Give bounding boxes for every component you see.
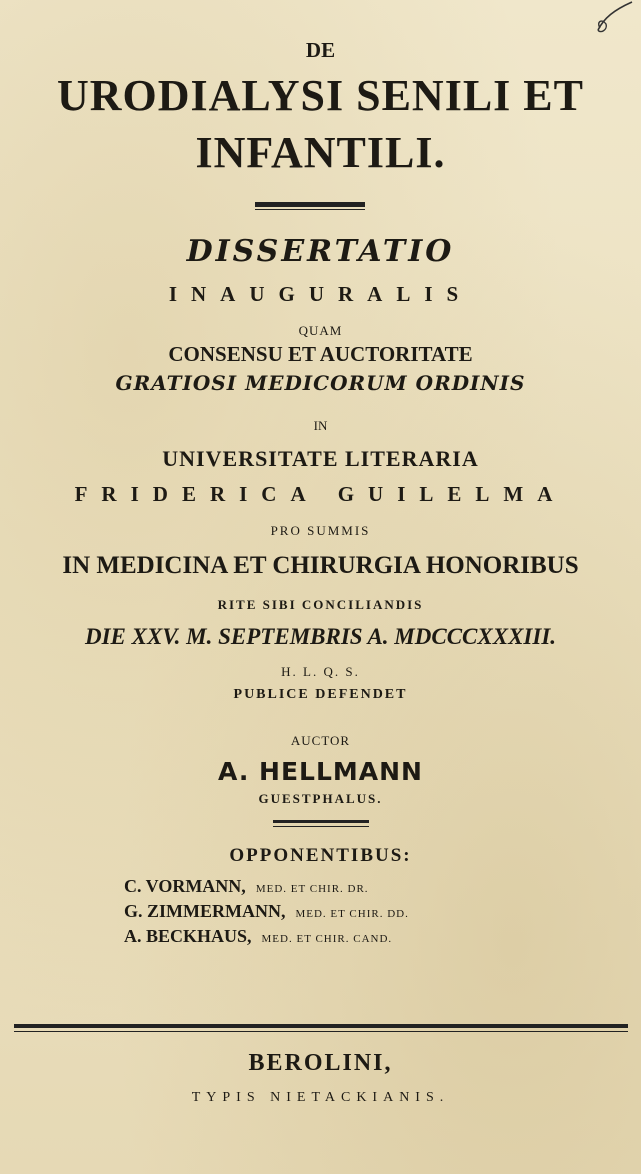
ornamental-divider-top-thin xyxy=(255,209,365,210)
opponent-row xyxy=(124,876,544,901)
opponent-row xyxy=(124,926,544,951)
auctor-line: AUCTOR xyxy=(290,733,351,748)
dissertatio-heading: DISSERTATIO xyxy=(186,234,455,269)
opponent-name: A. BECKHAUS, xyxy=(124,926,252,946)
imprint-printer: TYPIS NIETACKIANIS. xyxy=(191,1090,450,1105)
opponent-name: G. ZIMMERMANN, xyxy=(124,901,286,921)
rite-line: RITE SIBI CONCILIANDIS xyxy=(217,597,424,612)
double-rule-bottom-thin xyxy=(14,1031,628,1032)
fridericia-line: FRIDERICA GUILELMA xyxy=(74,482,567,506)
opponent-title: MED. ET CHIR. DD. xyxy=(295,908,409,920)
author-name: A. HELLMANN xyxy=(218,757,423,786)
double-rule-bottom-thick xyxy=(14,1024,628,1028)
opponent-name: C. VORMANN, xyxy=(124,876,246,896)
title-line-2: INFANTILI. xyxy=(195,128,446,177)
opponentibus-heading: OPPONENTIBUS: xyxy=(229,845,412,866)
opponent-title: MED. ET CHIR. DR. xyxy=(255,883,369,895)
universitate-line: UNIVERSITATE LITERARIA xyxy=(162,446,479,471)
opponents-list xyxy=(124,876,544,951)
hlqs-line: H. L. Q. S. xyxy=(281,664,360,679)
quam-line: QUAM xyxy=(298,323,343,338)
de-word: DE xyxy=(305,38,336,62)
ordinis-line: GRATIOSI MEDICORUM ORDINIS xyxy=(115,371,526,395)
title-line-1: URODIALYSI SENILI ET xyxy=(56,71,584,120)
author-origin: GUESTPHALUS. xyxy=(258,791,383,806)
inauguralis-line: INAUGURALIS xyxy=(168,282,473,306)
ornamental-divider-middle-thin xyxy=(273,826,369,827)
in-line: IN xyxy=(313,418,328,433)
medicina-line: IN MEDICINA ET CHIRURGIA HONORIBUS xyxy=(62,552,579,579)
opponent-title: MED. ET CHIR. CAND. xyxy=(261,933,393,945)
consensu-line: CONSENSU ET AUCTORITATE xyxy=(168,342,473,366)
ornamental-divider-middle xyxy=(273,820,369,823)
ink-flourish-mark xyxy=(592,0,637,40)
ornamental-divider-top xyxy=(255,202,365,207)
pro-summis-line: PRO SUMMIS xyxy=(270,523,371,538)
date-line: DIE XXV. M. SEPTEMBRIS A. MDCCCXXXIII. xyxy=(84,624,557,649)
publice-line: PUBLICE DEFENDET xyxy=(233,687,408,702)
opponent-row xyxy=(124,901,544,926)
imprint-city: BEROLINI, xyxy=(248,1050,393,1076)
